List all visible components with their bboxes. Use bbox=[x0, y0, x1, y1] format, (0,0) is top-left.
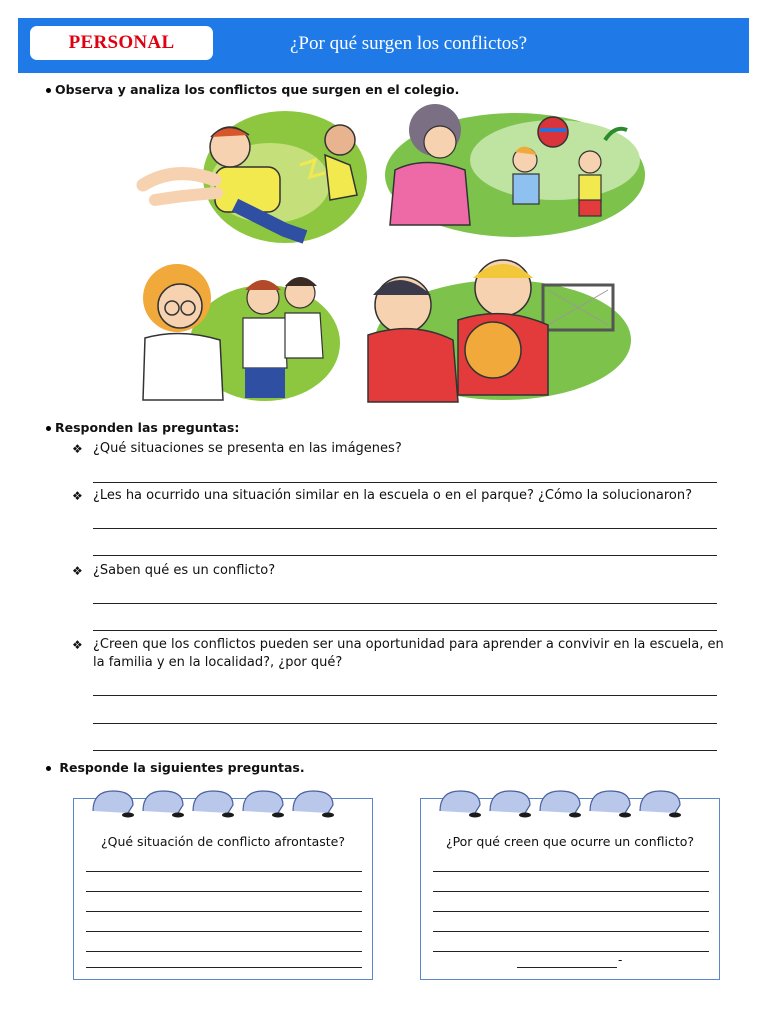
answer-line[interactable] bbox=[86, 951, 362, 952]
answer-line[interactable] bbox=[433, 911, 709, 912]
bullet-dot-icon bbox=[46, 766, 51, 771]
diamond-bullet-icon: ❖ bbox=[72, 564, 83, 578]
bullet-dot-icon bbox=[46, 88, 51, 93]
spiral-rings-icon bbox=[88, 783, 358, 823]
answer-line[interactable] bbox=[517, 967, 617, 968]
area-badge: PERSONAL bbox=[30, 26, 213, 60]
answer-line[interactable] bbox=[93, 630, 717, 631]
bullet-dot-icon bbox=[46, 426, 51, 431]
diamond-bullet-icon: ❖ bbox=[72, 489, 83, 503]
answer-line[interactable] bbox=[93, 528, 717, 529]
notepad-card-1 bbox=[73, 798, 373, 980]
conflict-scene-park bbox=[375, 100, 645, 242]
conflict-scene-ball bbox=[343, 250, 635, 403]
spiral-rings-icon bbox=[435, 783, 705, 823]
conflict-scene-laughing bbox=[135, 258, 340, 403]
answer-line[interactable] bbox=[86, 871, 362, 872]
answer-line[interactable] bbox=[86, 911, 362, 912]
conflict-scene-push bbox=[135, 105, 370, 250]
question-4: ❖ ¿Creen que los conflictos pueden ser una oportunidad para aprender a convivir en la escuela, en la familia y en la localidad?, ¿por qué? bbox=[72, 637, 724, 670]
section-respond-instruction: Responde la siguientes preguntas. bbox=[46, 760, 305, 775]
answer-line[interactable] bbox=[433, 891, 709, 892]
answer-line[interactable] bbox=[93, 482, 717, 483]
answer-line[interactable] bbox=[93, 750, 717, 751]
notepad-card-2 bbox=[420, 798, 720, 980]
answer-line[interactable] bbox=[433, 931, 709, 932]
question-3: ❖ ¿Saben qué es un conflicto? bbox=[72, 563, 276, 578]
diamond-bullet-icon: ❖ bbox=[72, 442, 83, 456]
diamond-bullet-icon: ❖ bbox=[72, 638, 83, 652]
answer-line[interactable] bbox=[86, 967, 362, 968]
answer-line[interactable] bbox=[93, 723, 717, 724]
question-1: ❖ ¿Qué situaciones se presenta en las imágenes? bbox=[72, 441, 402, 456]
answer-line[interactable] bbox=[433, 951, 709, 952]
question-2: ❖ ¿Les ha ocurrido una situación similar en la escuela o en el parque? ¿Cómo la solucionaron? bbox=[72, 488, 693, 503]
answer-line[interactable] bbox=[93, 603, 717, 604]
answer-line[interactable] bbox=[93, 695, 717, 696]
answer-line[interactable] bbox=[86, 931, 362, 932]
card-prompt: ¿Qué situación de conflicto afrontaste? bbox=[101, 834, 345, 849]
answer-line[interactable] bbox=[93, 555, 717, 556]
card-prompt: ¿Por qué creen que ocurre un conflicto? bbox=[445, 834, 695, 849]
section-observe-instruction: Observa y analiza los conflictos que surgen en el colegio. bbox=[46, 82, 459, 97]
answer-line[interactable] bbox=[86, 891, 362, 892]
card-tail-dash: - bbox=[618, 953, 623, 967]
section-questions-instruction: Responden las preguntas: bbox=[46, 420, 239, 435]
answer-line[interactable] bbox=[433, 871, 709, 872]
page-title: ¿Por qué surgen los conflictos? bbox=[290, 33, 528, 54]
